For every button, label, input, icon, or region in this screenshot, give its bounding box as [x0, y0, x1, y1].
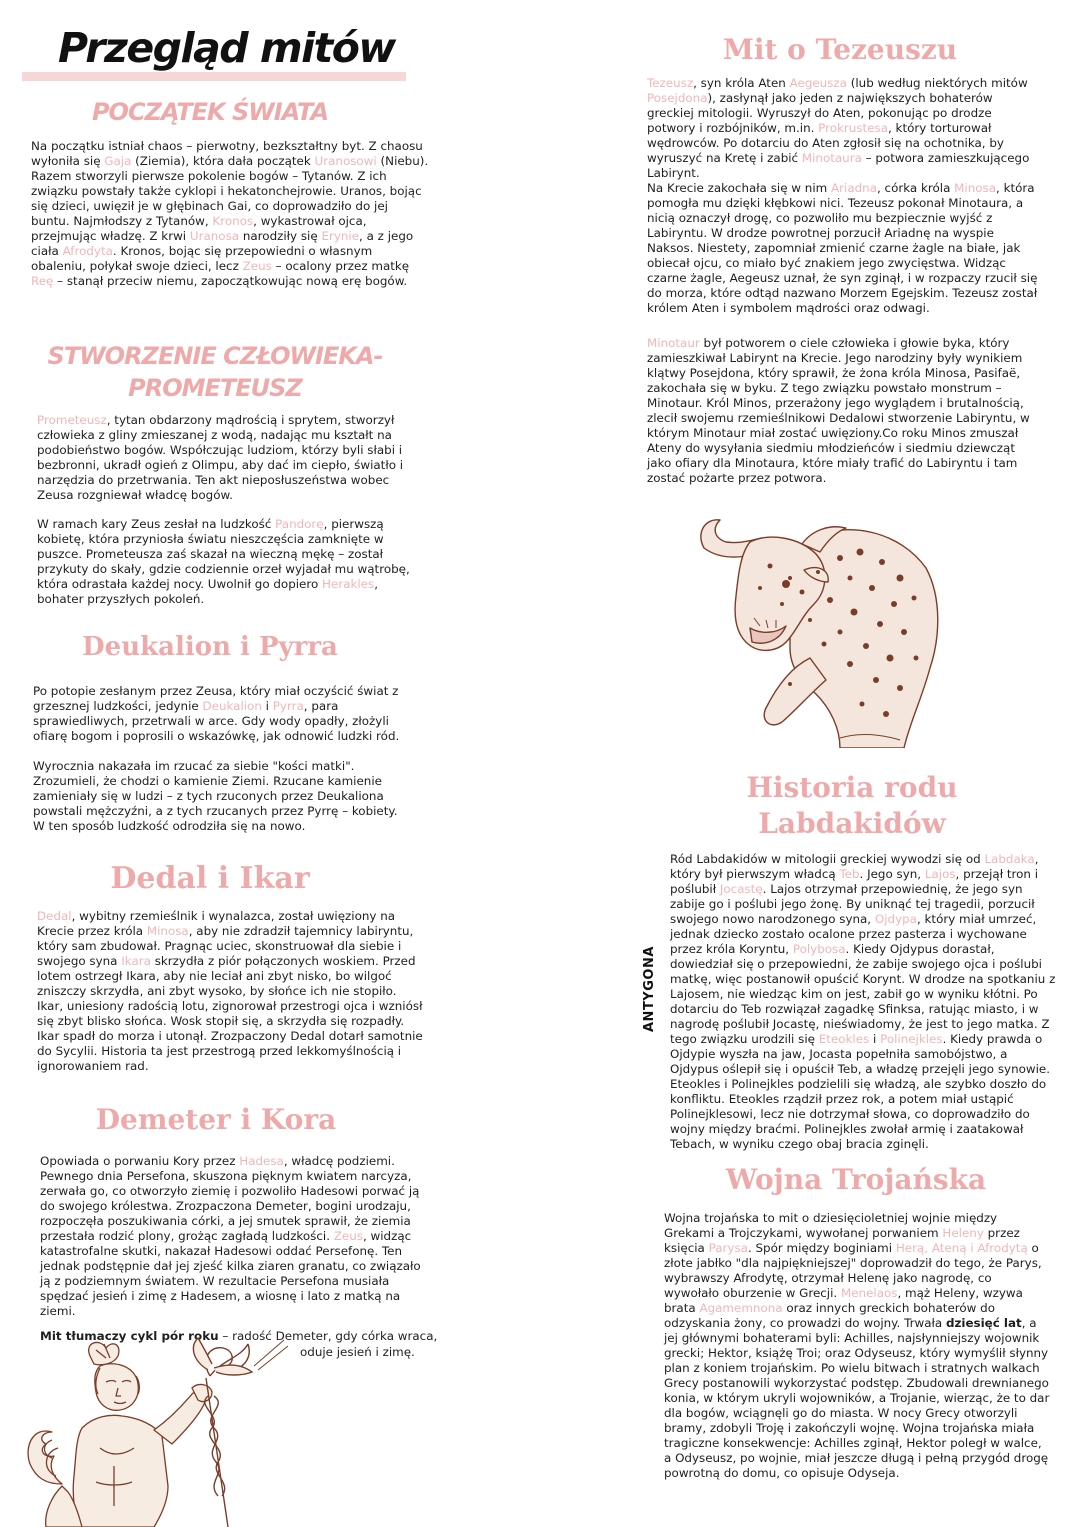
keyword-highlight: Polybosa — [792, 942, 846, 956]
keyword-highlight: Deukalion — [202, 699, 262, 713]
keyword-highlight: Herą, Ateną i Afrodytą — [895, 1241, 1028, 1255]
heading-line-1: Historia rodu — [746, 771, 958, 804]
page-title: Przegląd mitów — [58, 24, 395, 72]
keyword-highlight: Zeus — [242, 259, 272, 273]
title-underline — [22, 72, 406, 81]
keyword-highlight: Prokrustesa — [818, 121, 888, 135]
myth-bold: Mit tłumaczy cykl pór roku — [40, 1329, 219, 1343]
hermes-caduceus-illustration — [22, 1336, 290, 1527]
text-myth-seasons-2: oduje jesień i zimę. — [300, 1345, 415, 1359]
keyword-highlight: Ariadna — [831, 181, 877, 195]
heading-demeter-i-kora: Demeter i Kora — [95, 1103, 337, 1136]
heading-wojna-trojanska: Wojna Trojańska — [725, 1163, 987, 1196]
heading-deukalion-i-pyrra: Deukalion i Pyrra — [82, 632, 338, 662]
keyword-highlight: Tezeusz — [647, 76, 694, 90]
keyword-highlight: Uranosa — [189, 229, 240, 243]
keyword-highlight: Menelaos — [840, 1286, 898, 1300]
keyword-highlight: Minosa — [146, 924, 189, 938]
bold-text: dziesięć lat — [945, 1316, 1022, 1330]
keyword-highlight: Minotaur — [647, 336, 700, 350]
text-wojna-trojanska: Wojna trojańska to mit o dziesięcioletniej wojnie między Grekami a Trojczykami, wywołanej porwaniem Heleny przez księcia Parysa. Spór między boginiami Herą, Ateną i Afrodytą o złote jabłko "dla najpiękniejszej" doprowadził do tego, że Parys, wybrawszy Afrodytę, otrzymał Helenę jako nagrodę, co wywołało oburzenie w Grecji. Menelaos, mąż Heleny, wzywa brata Agamemnona oraz innych greckich bohaterów do odzyskania żony, co prowadzi do wojny. Trwała dziesięć lat, a jej głównymi bohaterami byli: Achilles, najsłynniejszy wojownik grecki; Hektor, książę Troi; oraz Odyseusz, który wymyślił słynny plan z koniem trojańskim. Po wielu bitwach i stratnych walkach Grecy postanowili wykorzystać podstęp. Zbudowali drewnianego konia, w którym ukryli wojowników, a Trojanie, wierząc, że to dar dla bogów, wciągnęli go do miasta. W nocy Grecy otworzyli bramy, zdobyli Troję i zakończyli wojnę. Wojna trojańska miała tragiczne konsekwencje: Achilles zginął, Hektor poległ w walce, a Odyseusz, po wojnie, miał jeszcze długą i pełną przygód drogę powrotną do domu, co opisuje Odyseja. — [664, 1211, 1050, 1480]
keyword-highlight: Herakles — [322, 577, 375, 591]
keyword-highlight: Prometeusz — [37, 413, 107, 427]
keyword-highlight: Agamemnona — [699, 1301, 783, 1315]
text-dedal-i-ikar: Dedal, wybitny rzemieślnik i wynalazca, został uwięziony na Krecie przez króla Minosa, aby nie zdradził tajemnicy labiryntu, który sam zbudował. Pragnąc uciec, skonstruował dla siebie i swojego syna Ikara skrzydła z piór połączonych woskiem. Przed lotem ostrzegł Ikara, aby nie leciał ani zbyt nisko, bo wilgoć zniszczy skrzydła, ani zbyt wysoko, by słońce ich nie stopiło. Ikar, uniesiony radością lotu, zignorował przestrogi ojca i wzniósł się zbyt blisko słońca. Wosk stopił się, a skrzydła się rozpadły. Ikar spadł do morza i utonął. Zrozpaczony Dedal dotarł samotnie do Sycylii. Historia ta jest przestrogą przed lekkomyślnością i ignorowaniem rad. — [37, 909, 423, 1073]
keyword-highlight: Minotaura — [801, 151, 862, 165]
keyword-highlight: Labdaka — [984, 852, 1035, 866]
keyword-highlight: Eteokles — [818, 1032, 870, 1046]
keyword-highlight: Reę — [31, 274, 54, 288]
keyword-highlight: Teb — [839, 867, 860, 881]
heading-dedal-i-ikar: Dedal i Ikar — [110, 861, 310, 896]
text-demeter-i-kora: Opowiada o porwaniu Kory przez Hadesa, władcę podziemi. Pewnego dnia Persefona, skuszona pięknym kwiatem narcyza, zerwała go, co otworzyło ziemię i pozwoliło Hadesowi porwać ją do swojego królestwa. Zrozpaczona Demeter, bogini urodzaju, rozpoczęła poszukiwania córki, a jej smutek sprawił, że ziemia przestała rodzić plony, grożąc zagładą ludzkości. Zeus, widząc katastrofalne skutki, nakazał Hadesowi oddać Persefonę. Ten jednak podstępnie dał jej zjeść kilka ziaren granatu, co związało ją z podziemnym światem. W rezultacie Persefona musiała spędzać jesień i zimę z Hadesem, a wiosnę i lato z matką na ziemi. — [40, 1154, 421, 1318]
keyword-highlight: Aegeusza — [789, 76, 847, 90]
myth-rest: – radość Demeter, gdy córka wraca, — [218, 1329, 438, 1343]
keyword-highlight: Pyrra — [272, 699, 304, 713]
heading-poczatek-swiata: POCZĄTEK ŚWIATA — [91, 98, 329, 126]
keyword-highlight: Hadesa — [239, 1154, 284, 1168]
text-poczatek-swiata: Na początku istniał chaos – pierwotny, bezkształtny byt. Z chaosu wyłoniła się Gaja (Ziemia), która dała początek Uranosowi (Niebu). Razem stworzyli pierwsze pokolenie bogów – Tytanów. Z ich związku powstały także cyklopi i hekatonchejrowie. Uranos, bojąc się dzieci, uwięził je w głębinach Gai, co doprowadziło do jej buntu. Najmłodszy z Tytanów, Kronos, wykastrował ojca, przejmując władzę. Z krwi Uranosa narodziły się Erynie, a z jego ciała Afrodyta. Kronos, bojąc się przepowiedni o własnym obaleniu, połykał swoje dzieci, lecz Zeus – ocalony przez matkę Reę – stanął przeciw niemu, zapoczątkowując nową erę bogów. — [31, 139, 429, 288]
keyword-highlight: Minosa — [954, 181, 997, 195]
keyword-highlight: Kronos — [212, 214, 254, 228]
keyword-highlight: Zeus — [333, 1229, 363, 1243]
text-deukalion-1: Po potopie zesłanym przez Zeusa, który miał oczyścić świat z grzesznej ludzkości, jedynie Deukalion i Pyrra, para sprawiedliwych, przetrwali w arce. Gdy wody opadły, złożyli ofiarę bogom i poprosili o wskazówkę, jak odnowić ludzki ród. — [33, 684, 400, 743]
minotaur-illustration — [690, 508, 945, 748]
text-labdakidzi: Ród Labdakidów w mitologii greckiej wywodzi się od Labdaka, który był pierwszym władcą Teb. Jego syn, Lajos, przejął tron i poślubił Jocastę. Lajos otrzymał przepowiednię, że jego syn zabije go i poślubi jego żonę. By uniknąć tej tragedii, porzucił swojego nowo narodzonego syna, Ojdypa, który miał umrzeć, jednak dziecko zostało ocalone przez pasterza i wychowane przez króla Koryntu, Polybosa. Kiedy Ojdypus dorastał, dowiedział się o przepowiedni, że zabije swojego ojca i poślubi matkę, więc postanowił opuścić Korynt. W drodze na spotkaniu z Lajosem, nie wiedząc kim on jest, zabił go w wyniku kłótni. Po dotarciu do Teb rozwiązał zagadkę Sfinksa, ratując miasto, i w nagrodę poślubił Jocastę, nieświadomy, że jest to jego matka. Z tego związku urodzili się Eteokles i Polinejkles. Kiedy prawda o Ojdypie wyszła na jaw, Jocasta popełniła samobójstwo, a Ojdypus oślepił się i opuścił Teb, a władzę przejęli jego synowie. Eteokles i Polinejkles podzielili się władzą, ale szybko doszło do konfliktu. Eteokles rządził przez rok, a potem miał ustąpić Polinejklesowi, lecz nie dotrzymał słowa, co doprowadziło do wojny między braćmi. Polinejkles zwołał armię i zaatakował Tebach, w wyniku czego obaj bracia zginęli. — [670, 852, 1056, 1151]
keyword-highlight: Gaja — [104, 154, 132, 168]
keyword-highlight: Posejdona — [647, 91, 708, 105]
text-tezeusz-2: Na Krecie zakochała się w nim Ariadna, córka króla Minosa, która pomogła mu dzięki kłębkowi nici. Tezeusz pokonał Minotaura, a nicią oznaczył drogę, co pozwoliło mu bezpiecznie wyjść z Labiryntu. W drodze powrotnej porzucił Ariadnę na wyspie Naksos. Niestety, zapomniał zmienić czarne żagle na białe, jak obiecał ojcu, co miało być znakiem jego zwycięstwa. Widząc czarne żagle, Aegeusz uznał, że syn zginął, i w rozpaczy rzucił się do morza, które odtąd nazwano Morzem Egejskim. Tezeusz został królem Aten i symbolem mądrości oraz odwagi. — [647, 181, 1038, 315]
keyword-highlight: Ojdypa — [874, 912, 917, 926]
keyword-highlight: Afrodyta — [62, 244, 113, 258]
keyword-highlight: Erynie — [321, 229, 360, 243]
keyword-highlight: Polinejkles — [880, 1032, 943, 1046]
keyword-highlight: Ikara — [121, 954, 151, 968]
text-prometeusz-1: Prometeusz, tytan obdarzony mądrością i sprytem, stworzył człowieka z gliny zmieszanej z wodą, nadając mu kształt na podobieństwo bogów. Współczując ludziom, którzy byli słabi i bezbronni, ukradł ogień z Olimpu, aby dać im ciepło, światło i narzędzia do przetrwania. Ten akt nieposłuszeństwa wobec Zeusa rozgniewał władcę bogów. — [37, 413, 404, 502]
text-prometeusz-2: W ramach kary Zeus zesłał na ludzkość Pandorę, pierwszą kobietę, która przyniosła światu nieszczęścia zamknięte w puszce. Prometeusza zaś skazał na wieczną mękę – został przykuty do skały, gdzie codziennie orzeł wyjadał mu wątrobę, która odrastała każdej nocy. Uwolnił go dopiero Herakles, bohater przyszłych pokoleń. — [37, 517, 410, 606]
heading-line-2: Labdakidów — [758, 807, 946, 841]
keyword-highlight: Uranosowi — [314, 154, 377, 168]
text-minotaur: Minotaur był potworem o ciele człowieka i głowie byka, który zamieszkiwał Labirynt na Krecie. Jego narodziny były wynikiem klątwy Posejdona, który sprawił, że żona króla Minosa, Pasifaë, zakochała się w byku. Z tego związku powstało monstrum – Minotaur. Król Minos, przerażony jego wyglądem i brutalnością, zlecił swojemu rzemieślnikowi Dedalowi stworzenie Labiryntu, w którym Minotaur miał zostać uwięziony.Co roku Minos zmuszał Ateny do wysyłania siedmiu młodzieńców i siedmiu dziewcząt jako ofiary dla Minotaura, które miały trafić do Labiryntu i tam zostać pożarte przez potwora. — [647, 336, 1030, 485]
keyword-highlight: Lajos — [924, 867, 956, 881]
text-tezeusz-1: Tezeusz, syn króla Aten Aegeusza (lub według niektórych mitów Posejdona), zasłynął jako jeden z największych bohaterów greckiej mitologii. Wyruszył do Aten, pokonując po drodze potwory i rozbójników, m.in. Prokrustesa, który torturował wędrowców. Po dotarciu do Aten zgłosił się na ochotnika, by wyruszyć na Kretę i zabić Minotaura – potwora zamieszkującego Labirynt. — [647, 76, 1030, 180]
keyword-highlight: Jocastę — [719, 882, 763, 896]
vertical-label-antygona: ANTYGONA — [642, 946, 657, 1032]
heading-line-1: STWORZENIE CZŁOWIEKA- — [47, 342, 383, 370]
heading-line-2: PROMETEUSZ — [128, 374, 302, 403]
heading-stworzenie-czlowieka — [30, 340, 400, 404]
keyword-highlight: Pandorę — [275, 517, 324, 531]
text-deukalion-2: Wyrocznia nakazała im rzucać za siebie "kości matki". Zrozumieli, że chodzi o kamienie Ziemi. Rzucane kamienie zamieniały się w ludzi – z tych rzuconych przez Deukaliona powstali mężczyźni, a z tych rzucanych przez Pyrrę – kobiety. W ten sposób ludzkość odrodziła się na nowo. — [33, 759, 398, 833]
keyword-highlight: Dedal — [37, 909, 72, 923]
keyword-highlight: Heleny — [942, 1226, 984, 1240]
keyword-highlight: Parysa — [708, 1241, 748, 1255]
heading-historia-rodu-labdakidow — [702, 770, 1002, 843]
heading-mit-o-tezeuszu: Mit o Tezeuszu — [722, 33, 958, 66]
